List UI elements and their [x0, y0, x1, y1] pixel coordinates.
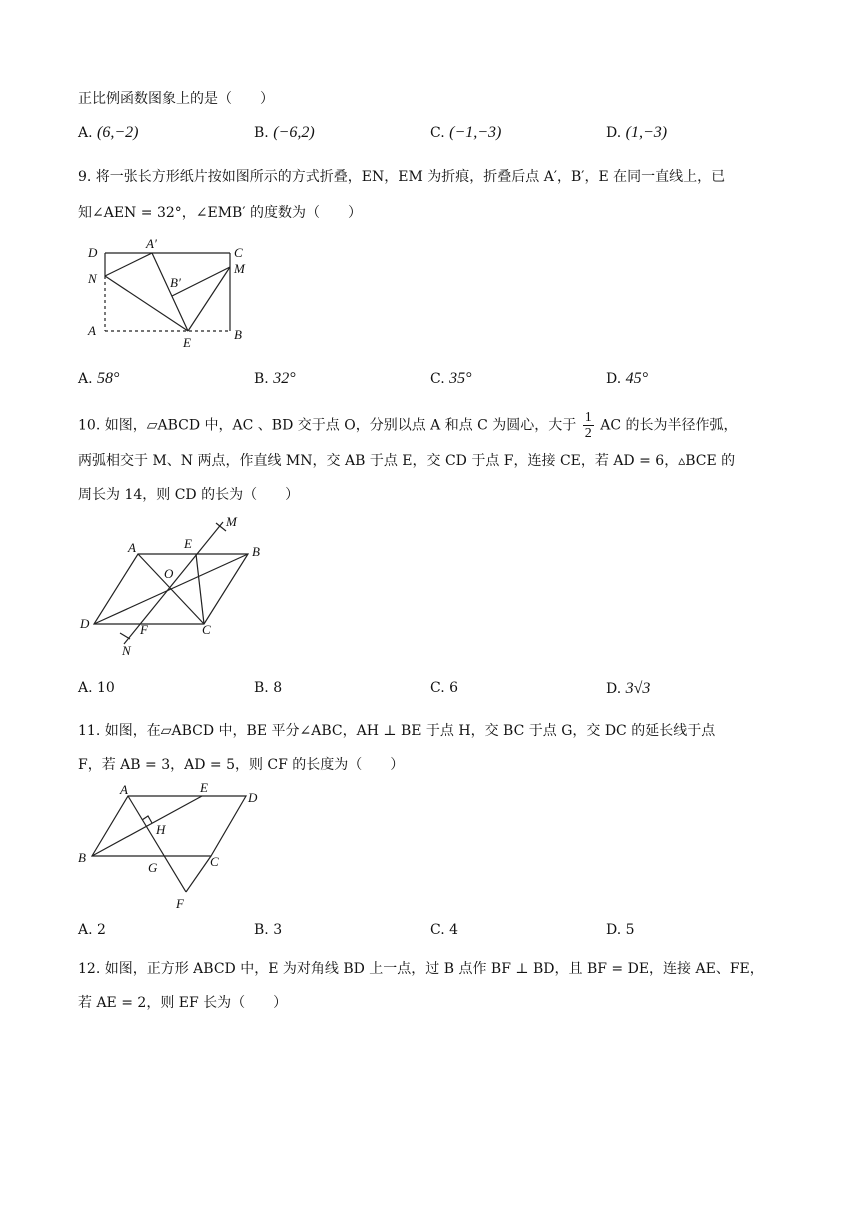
q8-option-a[interactable]: A. (6,−2): [78, 124, 139, 141]
q11-label-d: D: [248, 790, 258, 805]
q11-label-g: G: [148, 860, 158, 875]
q11-parallelogram: [92, 796, 246, 856]
q10-diagonal-bd: [94, 554, 248, 624]
q11-label-e: E: [200, 780, 208, 795]
q9-fold-em: [188, 267, 230, 331]
q11-option-b[interactable]: B. 3: [254, 922, 283, 938]
q11-label-b: B: [78, 850, 86, 865]
q9-label-d: D: [88, 245, 98, 260]
q10-line-ce: [196, 554, 204, 624]
q9-option-d[interactable]: D. 45°: [606, 370, 649, 387]
q8-stem-tail: 正比例函数图象上的是（ ）: [78, 91, 274, 107]
q11-label-a: A: [120, 782, 128, 797]
q11-stem-line2: F，若 AB = 3，AD = 5，则 CF 的长度为（ ）: [78, 757, 405, 773]
q9-label-n: N: [88, 271, 97, 286]
q11-label-f: F: [176, 896, 184, 911]
q10-stem-line3: 周长为 14，则 CD 的长为（ ）: [78, 487, 300, 503]
q9-label-m: M: [234, 261, 245, 276]
q12-stem-line2: 若 AE = 2，则 EF 长为（ ）: [78, 995, 288, 1011]
q11-label-h: H: [156, 822, 166, 837]
q8-option-c[interactable]: C. (−1,−3): [430, 124, 502, 141]
q9-fold-na1: [105, 253, 152, 276]
q11-option-d[interactable]: D. 5: [606, 922, 635, 938]
q10-stem-line1: 10. 如图，▱ABCD 中，AC 、BD 交于点 O，分别以点 A 和点 C 为圆心，大于 $\frac{1}{2}$ AC 的长为半径作弧，: [78, 410, 738, 441]
q9-stem-line1: 9. 将一张长方形纸片按如图所示的方式折叠，EN，EM 为折痕，折叠后点 A′，B′，E 在同一直线上，已: [78, 169, 726, 185]
q10-arc-mark-n: [120, 633, 130, 639]
q11-label-c: C: [210, 854, 219, 869]
q9-stem-line2: 知∠AEN = 32°，∠EMB′ 的度数为（ ）: [78, 205, 362, 221]
q10-label-d: D: [80, 616, 90, 631]
q10-option-a[interactable]: A. 10: [78, 680, 115, 696]
q11-stem-line1: 11. 如图，在▱ABCD 中，BE 平分∠ABC，AH ⊥ BE 于点 H，交 BC 于点 G，交 DC 的延长线于点: [78, 723, 716, 739]
q9-label-e: E: [183, 335, 191, 350]
q8-option-b[interactable]: B. (−6,2): [254, 124, 315, 141]
q10-label-e: E: [184, 536, 192, 551]
q10-figure: [78, 512, 278, 662]
q9-label-c: C: [234, 245, 243, 260]
q10-label-f: F: [140, 622, 148, 637]
q10-label-o: O: [164, 566, 174, 581]
q10-label-c: C: [202, 622, 211, 637]
q10-label-a: A: [128, 540, 136, 555]
q11-line-cf: [186, 856, 211, 892]
q10-label-b: B: [252, 544, 260, 559]
q11-figure: [76, 780, 276, 915]
q9-label-a: A: [88, 323, 96, 338]
q9-option-a[interactable]: A. 58°: [78, 370, 120, 387]
q9-label-b1: B′: [170, 275, 181, 290]
q10-label-n: N: [122, 643, 131, 658]
q11-option-a[interactable]: A. 2: [78, 922, 106, 938]
q12-stem-line1: 12. 如图，正方形 ABCD 中，E 为对角线 BD 上一点，过 B 点作 BF ⊥ BD，且 BF = DE，连接 AE、FE，: [78, 961, 764, 977]
q10-fraction: $\frac{1}{2}$: [584, 410, 592, 441]
q9-label-b: B: [234, 327, 242, 342]
q11-line-af: [128, 796, 186, 892]
q8-option-d[interactable]: D. (1,−3): [606, 124, 668, 141]
q9-label-a1: A′: [146, 236, 157, 251]
q10-label-m: M: [226, 514, 237, 529]
q11-line-be: [92, 796, 202, 856]
q10-option-b[interactable]: B. 8: [254, 680, 283, 696]
q10-option-d[interactable]: D. 3√3: [606, 680, 651, 697]
q9-option-b[interactable]: B. 32°: [254, 370, 296, 387]
q9-figure: [80, 234, 260, 354]
q10-stem-line2: 两弧相交于 M、N 两点，作直线 MN，交 AB 于点 E，交 CD 于点 F，连接 CE，若 AD = 6，▵BCE 的: [78, 453, 736, 469]
q10-option-c[interactable]: C. 6: [430, 680, 459, 696]
q9-option-c[interactable]: C. 35°: [430, 370, 472, 387]
q11-option-c[interactable]: C. 4: [430, 922, 459, 938]
